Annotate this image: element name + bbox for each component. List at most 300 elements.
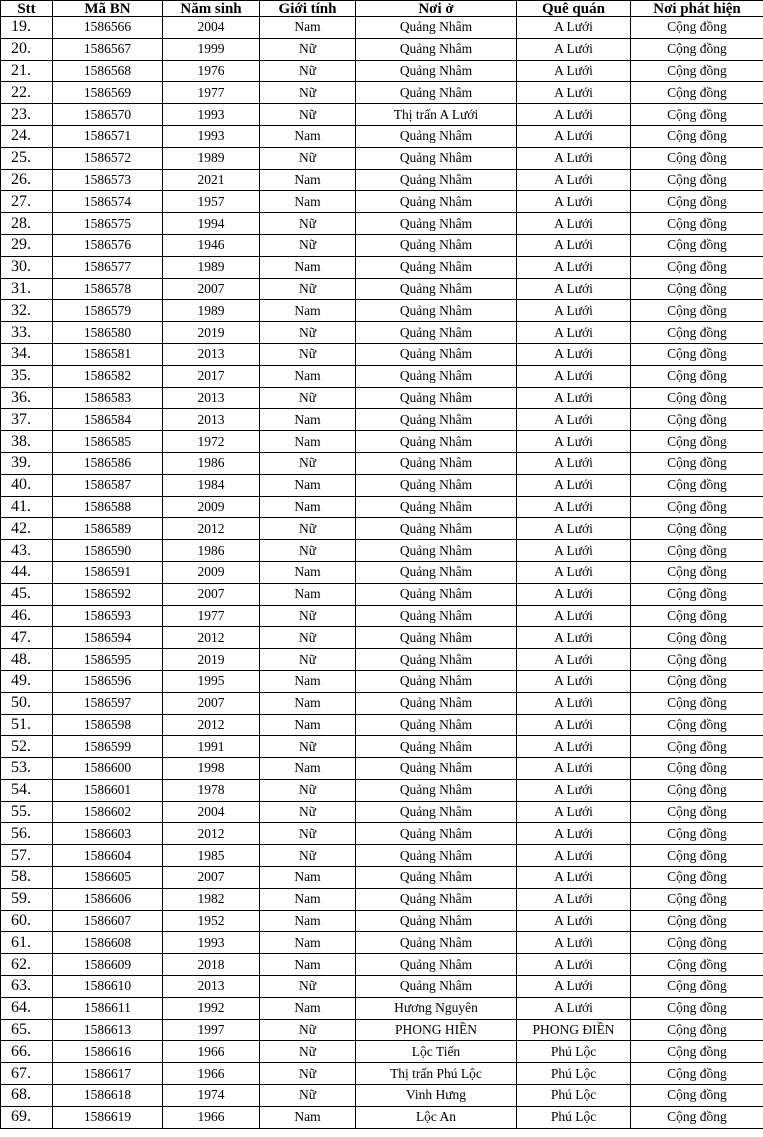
cell-ma-bn: 1586578 — [53, 278, 163, 300]
cell-noi-o: Quảng Nhâm — [356, 605, 517, 627]
header-stt: Stt — [1, 1, 53, 17]
cell-noi-o: Quảng Nhâm — [356, 125, 517, 147]
cell-stt: 24. — [1, 125, 53, 147]
cell-nam-sinh: 1977 — [163, 82, 260, 104]
cell-nam-sinh: 2007 — [163, 583, 260, 605]
cell-gioi-tinh: Nữ — [260, 213, 356, 235]
cell-noi-o: Quảng Nhâm — [356, 670, 517, 692]
cell-ma-bn: 1586566 — [53, 17, 163, 39]
cell-gioi-tinh: Nữ — [260, 38, 356, 60]
cell-nam-sinh: 1982 — [163, 888, 260, 910]
cell-nam-sinh: 2012 — [163, 714, 260, 736]
cell-noi-o: Quảng Nhâm — [356, 409, 517, 431]
cell-ma-bn: 1586617 — [53, 1063, 163, 1085]
table-row — [1, 627, 763, 649]
table-row — [1, 583, 763, 605]
table-row — [1, 845, 763, 867]
cell-stt: 32. — [1, 300, 53, 322]
cell-ma-bn: 1586589 — [53, 518, 163, 540]
cell-noi-phat-hien: Cộng đồng — [631, 1041, 763, 1063]
cell-nam-sinh: 1999 — [163, 38, 260, 60]
table-row — [1, 976, 763, 998]
cell-nam-sinh: 1966 — [163, 1106, 260, 1128]
cell-stt: 50. — [1, 692, 53, 714]
table-row — [1, 256, 763, 278]
cell-noi-o: Quảng Nhâm — [356, 322, 517, 344]
cell-noi-phat-hien: Cộng đồng — [631, 343, 763, 365]
table-row — [1, 867, 763, 889]
cell-ma-bn: 1586618 — [53, 1085, 163, 1107]
cell-ma-bn: 1586605 — [53, 867, 163, 889]
cell-noi-o: Quảng Nhâm — [356, 518, 517, 540]
table-row — [1, 758, 763, 780]
cell-ma-bn: 1586575 — [53, 213, 163, 235]
cell-noi-phat-hien: Cộng đồng — [631, 17, 763, 39]
cell-gioi-tinh: Nam — [260, 1106, 356, 1128]
cell-noi-o: Quảng Nhâm — [356, 213, 517, 235]
table-row — [1, 1063, 763, 1085]
cell-nam-sinh: 1985 — [163, 845, 260, 867]
table-row — [1, 38, 763, 60]
cell-ma-bn: 1586606 — [53, 888, 163, 910]
cell-que-quan: Phú Lộc — [517, 1063, 631, 1085]
cell-noi-phat-hien: Cộng đồng — [631, 605, 763, 627]
table-row — [1, 649, 763, 671]
cell-ma-bn: 1586573 — [53, 169, 163, 191]
cell-gioi-tinh: Nam — [260, 496, 356, 518]
header-noi-o: Nơi ở — [356, 1, 517, 17]
cell-stt: 25. — [1, 147, 53, 169]
cell-que-quan: A Lưới — [517, 365, 631, 387]
cell-que-quan: A Lưới — [517, 60, 631, 82]
cell-noi-o: Quảng Nhâm — [356, 431, 517, 453]
cell-noi-phat-hien: Cộng đồng — [631, 213, 763, 235]
cell-noi-o: Quảng Nhâm — [356, 234, 517, 256]
table-row — [1, 60, 763, 82]
table-row — [1, 147, 763, 169]
cell-stt: 45. — [1, 583, 53, 605]
cell-ma-bn: 1586604 — [53, 845, 163, 867]
header-que-quan: Quê quán — [517, 1, 631, 17]
cell-gioi-tinh: Nam — [260, 256, 356, 278]
cell-stt: 41. — [1, 496, 53, 518]
cell-nam-sinh: 1986 — [163, 452, 260, 474]
cell-ma-bn: 1586587 — [53, 474, 163, 496]
cell-nam-sinh: 1993 — [163, 125, 260, 147]
cell-noi-phat-hien: Cộng đồng — [631, 518, 763, 540]
cell-ma-bn: 1586576 — [53, 234, 163, 256]
cell-gioi-tinh: Nữ — [260, 322, 356, 344]
cell-stt: 29. — [1, 234, 53, 256]
cell-nam-sinh: 2019 — [163, 322, 260, 344]
cell-noi-o: Thị trấn A Lưới — [356, 104, 517, 126]
cell-noi-phat-hien: Cộng đồng — [631, 976, 763, 998]
cell-stt: 51. — [1, 714, 53, 736]
cell-noi-phat-hien: Cộng đồng — [631, 779, 763, 801]
cell-noi-phat-hien: Cộng đồng — [631, 60, 763, 82]
cell-noi-o: Quảng Nhâm — [356, 583, 517, 605]
cell-noi-phat-hien: Cộng đồng — [631, 409, 763, 431]
cell-stt: 28. — [1, 213, 53, 235]
cell-gioi-tinh: Nữ — [260, 1063, 356, 1085]
cell-noi-phat-hien: Cộng đồng — [631, 147, 763, 169]
cell-noi-o: Quảng Nhâm — [356, 976, 517, 998]
cell-que-quan: A Lưới — [517, 278, 631, 300]
cell-ma-bn: 1586595 — [53, 649, 163, 671]
cell-noi-o: Quảng Nhâm — [356, 38, 517, 60]
cell-stt: 39. — [1, 452, 53, 474]
table-row — [1, 104, 763, 126]
cell-gioi-tinh: Nữ — [260, 649, 356, 671]
cell-que-quan: A Lưới — [517, 823, 631, 845]
cell-nam-sinh: 1993 — [163, 932, 260, 954]
cell-ma-bn: 1586610 — [53, 976, 163, 998]
cell-stt: 60. — [1, 910, 53, 932]
cell-que-quan: A Lưới — [517, 474, 631, 496]
cell-ma-bn: 1586599 — [53, 736, 163, 758]
cell-stt: 42. — [1, 518, 53, 540]
cell-noi-phat-hien: Cộng đồng — [631, 627, 763, 649]
cell-ma-bn: 1586567 — [53, 38, 163, 60]
cell-noi-phat-hien: Cộng đồng — [631, 910, 763, 932]
cell-gioi-tinh: Nam — [260, 932, 356, 954]
cell-noi-o: Quảng Nhâm — [356, 910, 517, 932]
cell-ma-bn: 1586581 — [53, 343, 163, 365]
cell-gioi-tinh: Nam — [260, 888, 356, 910]
cell-noi-o: Quảng Nhâm — [356, 627, 517, 649]
table-row — [1, 191, 763, 213]
cell-nam-sinh: 1966 — [163, 1041, 260, 1063]
cell-que-quan: A Lưới — [517, 670, 631, 692]
cell-ma-bn: 1586569 — [53, 82, 163, 104]
cell-noi-o: Quảng Nhâm — [356, 561, 517, 583]
cell-stt: 54. — [1, 779, 53, 801]
cell-gioi-tinh: Nam — [260, 867, 356, 889]
cell-ma-bn: 1586580 — [53, 322, 163, 344]
cell-gioi-tinh: Nam — [260, 474, 356, 496]
cell-noi-phat-hien: Cộng đồng — [631, 758, 763, 780]
cell-que-quan: A Lưới — [517, 300, 631, 322]
table-row — [1, 431, 763, 453]
cell-noi-phat-hien: Cộng đồng — [631, 256, 763, 278]
table-row — [1, 387, 763, 409]
cell-nam-sinh: 2004 — [163, 17, 260, 39]
cell-noi-o: Quảng Nhâm — [356, 496, 517, 518]
cell-ma-bn: 1586592 — [53, 583, 163, 605]
cell-ma-bn: 1586602 — [53, 801, 163, 823]
cell-noi-o: PHONG HIỀN — [356, 1019, 517, 1041]
cell-noi-phat-hien: Cộng đồng — [631, 431, 763, 453]
cell-ma-bn: 1586616 — [53, 1041, 163, 1063]
cell-ma-bn: 1586607 — [53, 910, 163, 932]
cell-gioi-tinh: Nam — [260, 125, 356, 147]
table-row — [1, 322, 763, 344]
cell-noi-phat-hien: Cộng đồng — [631, 452, 763, 474]
cell-gioi-tinh: Nam — [260, 17, 356, 39]
cell-gioi-tinh: Nữ — [260, 343, 356, 365]
cell-stt: 49. — [1, 670, 53, 692]
table-row — [1, 82, 763, 104]
cell-noi-phat-hien: Cộng đồng — [631, 104, 763, 126]
cell-ma-bn: 1586577 — [53, 256, 163, 278]
cell-ma-bn: 1586583 — [53, 387, 163, 409]
cell-gioi-tinh: Nữ — [260, 60, 356, 82]
cell-nam-sinh: 2013 — [163, 976, 260, 998]
cell-noi-o: Quảng Nhâm — [356, 692, 517, 714]
table-row — [1, 714, 763, 736]
cell-noi-phat-hien: Cộng đồng — [631, 278, 763, 300]
cell-noi-o: Quảng Nhâm — [356, 758, 517, 780]
table-row — [1, 125, 763, 147]
cell-stt: 68. — [1, 1085, 53, 1107]
cell-que-quan: A Lưới — [517, 867, 631, 889]
cell-que-quan: A Lưới — [517, 605, 631, 627]
cell-nam-sinh: 1989 — [163, 256, 260, 278]
cell-gioi-tinh: Nam — [260, 670, 356, 692]
cell-stt: 27. — [1, 191, 53, 213]
cell-noi-phat-hien: Cộng đồng — [631, 888, 763, 910]
cell-que-quan: A Lưới — [517, 125, 631, 147]
cell-que-quan: A Lưới — [517, 104, 631, 126]
cell-ma-bn: 1586591 — [53, 561, 163, 583]
cell-ma-bn: 1586619 — [53, 1106, 163, 1128]
cell-gioi-tinh: Nữ — [260, 104, 356, 126]
cell-stt: 35. — [1, 365, 53, 387]
cell-noi-phat-hien: Cộng đồng — [631, 997, 763, 1019]
cell-nam-sinh: 1994 — [163, 213, 260, 235]
cell-stt: 38. — [1, 431, 53, 453]
cell-que-quan: A Lưới — [517, 518, 631, 540]
cell-que-quan: A Lưới — [517, 191, 631, 213]
table-row — [1, 1085, 763, 1107]
cell-noi-phat-hien: Cộng đồng — [631, 1106, 763, 1128]
cell-stt: 37. — [1, 409, 53, 431]
cell-nam-sinh: 1946 — [163, 234, 260, 256]
cell-noi-o: Quảng Nhâm — [356, 365, 517, 387]
table-row — [1, 1106, 763, 1128]
cell-stt: 34. — [1, 343, 53, 365]
cell-que-quan: A Lưới — [517, 888, 631, 910]
cell-noi-phat-hien: Cộng đồng — [631, 496, 763, 518]
cell-nam-sinh: 2009 — [163, 496, 260, 518]
cell-que-quan: A Lưới — [517, 169, 631, 191]
cell-nam-sinh: 1978 — [163, 779, 260, 801]
cell-stt: 33. — [1, 322, 53, 344]
cell-noi-o: Thị trấn Phú Lộc — [356, 1063, 517, 1085]
cell-noi-phat-hien: Cộng đồng — [631, 932, 763, 954]
cell-noi-phat-hien: Cộng đồng — [631, 300, 763, 322]
cell-que-quan: A Lưới — [517, 452, 631, 474]
cell-noi-phat-hien: Cộng đồng — [631, 82, 763, 104]
cell-stt: 57. — [1, 845, 53, 867]
cell-que-quan: A Lưới — [517, 932, 631, 954]
header-nam-sinh: Năm sinh — [163, 1, 260, 17]
cell-stt: 22. — [1, 82, 53, 104]
cell-noi-o: Quảng Nhâm — [356, 540, 517, 562]
cell-ma-bn: 1586588 — [53, 496, 163, 518]
cell-ma-bn: 1586586 — [53, 452, 163, 474]
cell-gioi-tinh: Nữ — [260, 518, 356, 540]
cell-que-quan: A Lưới — [517, 910, 631, 932]
cell-gioi-tinh: Nữ — [260, 540, 356, 562]
cell-nam-sinh: 2013 — [163, 343, 260, 365]
cell-que-quan: A Lưới — [517, 627, 631, 649]
cell-gioi-tinh: Nam — [260, 300, 356, 322]
table-row — [1, 17, 763, 39]
cell-gioi-tinh: Nam — [260, 191, 356, 213]
cell-noi-o: Quảng Nhâm — [356, 954, 517, 976]
cell-noi-phat-hien: Cộng đồng — [631, 845, 763, 867]
cell-gioi-tinh: Nam — [260, 169, 356, 191]
cell-gioi-tinh: Nam — [260, 910, 356, 932]
table-header-row — [1, 1, 763, 17]
cell-que-quan: A Lưới — [517, 234, 631, 256]
cell-ma-bn: 1586571 — [53, 125, 163, 147]
cell-ma-bn: 1586579 — [53, 300, 163, 322]
cell-noi-phat-hien: Cộng đồng — [631, 474, 763, 496]
cell-que-quan: A Lưới — [517, 409, 631, 431]
cell-noi-phat-hien: Cộng đồng — [631, 540, 763, 562]
cell-gioi-tinh: Nam — [260, 583, 356, 605]
cell-ma-bn: 1586600 — [53, 758, 163, 780]
cell-gioi-tinh: Nữ — [260, 1041, 356, 1063]
cell-noi-phat-hien: Cộng đồng — [631, 322, 763, 344]
table-row — [1, 300, 763, 322]
cell-ma-bn: 1586608 — [53, 932, 163, 954]
cell-stt: 21. — [1, 60, 53, 82]
cell-ma-bn: 1586574 — [53, 191, 163, 213]
cell-ma-bn: 1586568 — [53, 60, 163, 82]
cell-gioi-tinh: Nữ — [260, 845, 356, 867]
cell-noi-o: Quảng Nhâm — [356, 60, 517, 82]
cell-nam-sinh: 2007 — [163, 867, 260, 889]
cell-nam-sinh: 2012 — [163, 518, 260, 540]
cell-stt: 20. — [1, 38, 53, 60]
header-noi-phat-hien: Nơi phát hiện — [631, 1, 763, 17]
cell-nam-sinh: 1977 — [163, 605, 260, 627]
cell-noi-phat-hien: Cộng đồng — [631, 649, 763, 671]
cell-noi-o: Quảng Nhâm — [356, 169, 517, 191]
cell-stt: 46. — [1, 605, 53, 627]
cell-noi-phat-hien: Cộng đồng — [631, 692, 763, 714]
cell-que-quan: A Lưới — [517, 736, 631, 758]
cell-que-quan: A Lưới — [517, 583, 631, 605]
cell-nam-sinh: 1989 — [163, 300, 260, 322]
cell-stt: 43. — [1, 540, 53, 562]
cell-gioi-tinh: Nữ — [260, 736, 356, 758]
cell-ma-bn: 1586613 — [53, 1019, 163, 1041]
cell-noi-o: Quảng Nhâm — [356, 823, 517, 845]
cell-gioi-tinh: Nữ — [260, 278, 356, 300]
cell-noi-phat-hien: Cộng đồng — [631, 1085, 763, 1107]
cell-noi-o: Vinh Hưng — [356, 1085, 517, 1107]
cell-que-quan: A Lưới — [517, 845, 631, 867]
cell-que-quan: A Lưới — [517, 322, 631, 344]
cell-noi-phat-hien: Cộng đồng — [631, 191, 763, 213]
cell-noi-o: Quảng Nhâm — [356, 256, 517, 278]
cell-gioi-tinh: Nữ — [260, 1019, 356, 1041]
cell-que-quan: A Lưới — [517, 540, 631, 562]
cell-que-quan: A Lưới — [517, 213, 631, 235]
cell-stt: 67. — [1, 1063, 53, 1085]
cell-gioi-tinh: Nam — [260, 758, 356, 780]
cell-que-quan: A Lưới — [517, 692, 631, 714]
cell-gioi-tinh: Nữ — [260, 1085, 356, 1107]
header-ma-bn: Mã BN — [53, 1, 163, 17]
table-row — [1, 365, 763, 387]
cell-noi-o: Quảng Nhâm — [356, 387, 517, 409]
cell-ma-bn: 1586611 — [53, 997, 163, 1019]
cell-stt: 55. — [1, 801, 53, 823]
table-row — [1, 278, 763, 300]
cell-noi-phat-hien: Cộng đồng — [631, 736, 763, 758]
cell-que-quan: A Lưới — [517, 801, 631, 823]
cell-ma-bn: 1586582 — [53, 365, 163, 387]
cell-noi-o: Quảng Nhâm — [356, 82, 517, 104]
table-row — [1, 518, 763, 540]
cell-que-quan: A Lưới — [517, 779, 631, 801]
cell-que-quan: PHONG ĐIỀN — [517, 1019, 631, 1041]
cell-gioi-tinh: Nữ — [260, 627, 356, 649]
cell-que-quan: Phú Lộc — [517, 1106, 631, 1128]
table-row — [1, 540, 763, 562]
table-row — [1, 1041, 763, 1063]
cell-nam-sinh: 2013 — [163, 387, 260, 409]
cell-stt: 48. — [1, 649, 53, 671]
cell-ma-bn: 1586572 — [53, 147, 163, 169]
cell-nam-sinh: 2013 — [163, 409, 260, 431]
table-row — [1, 801, 763, 823]
cell-gioi-tinh: Nam — [260, 692, 356, 714]
cell-gioi-tinh: Nữ — [260, 976, 356, 998]
cell-que-quan: A Lưới — [517, 256, 631, 278]
cell-que-quan: A Lưới — [517, 561, 631, 583]
cell-ma-bn: 1586597 — [53, 692, 163, 714]
table-row — [1, 561, 763, 583]
cell-noi-o: Quảng Nhâm — [356, 649, 517, 671]
cell-que-quan: A Lưới — [517, 343, 631, 365]
cell-ma-bn: 1586594 — [53, 627, 163, 649]
table-row — [1, 823, 763, 845]
cell-ma-bn: 1586601 — [53, 779, 163, 801]
cell-noi-phat-hien: Cộng đồng — [631, 867, 763, 889]
cell-gioi-tinh: Nữ — [260, 387, 356, 409]
cell-noi-o: Quảng Nhâm — [356, 452, 517, 474]
cell-nam-sinh: 2004 — [163, 801, 260, 823]
cell-noi-phat-hien: Cộng đồng — [631, 801, 763, 823]
cell-gioi-tinh: Nam — [260, 714, 356, 736]
cell-gioi-tinh: Nam — [260, 431, 356, 453]
cell-nam-sinh: 2012 — [163, 823, 260, 845]
cell-nam-sinh: 2009 — [163, 561, 260, 583]
table-row — [1, 954, 763, 976]
cell-stt: 65. — [1, 1019, 53, 1041]
cell-ma-bn: 1586598 — [53, 714, 163, 736]
cell-stt: 19. — [1, 17, 53, 39]
table-row — [1, 496, 763, 518]
cell-gioi-tinh: Nữ — [260, 234, 356, 256]
cell-que-quan: A Lưới — [517, 997, 631, 1019]
cell-que-quan: A Lưới — [517, 714, 631, 736]
cell-gioi-tinh: Nam — [260, 365, 356, 387]
cell-noi-o: Quảng Nhâm — [356, 779, 517, 801]
cell-nam-sinh: 2018 — [163, 954, 260, 976]
cell-noi-o: Quảng Nhâm — [356, 801, 517, 823]
cell-gioi-tinh: Nữ — [260, 452, 356, 474]
cell-stt: 63. — [1, 976, 53, 998]
cell-stt: 47. — [1, 627, 53, 649]
cell-nam-sinh: 1952 — [163, 910, 260, 932]
